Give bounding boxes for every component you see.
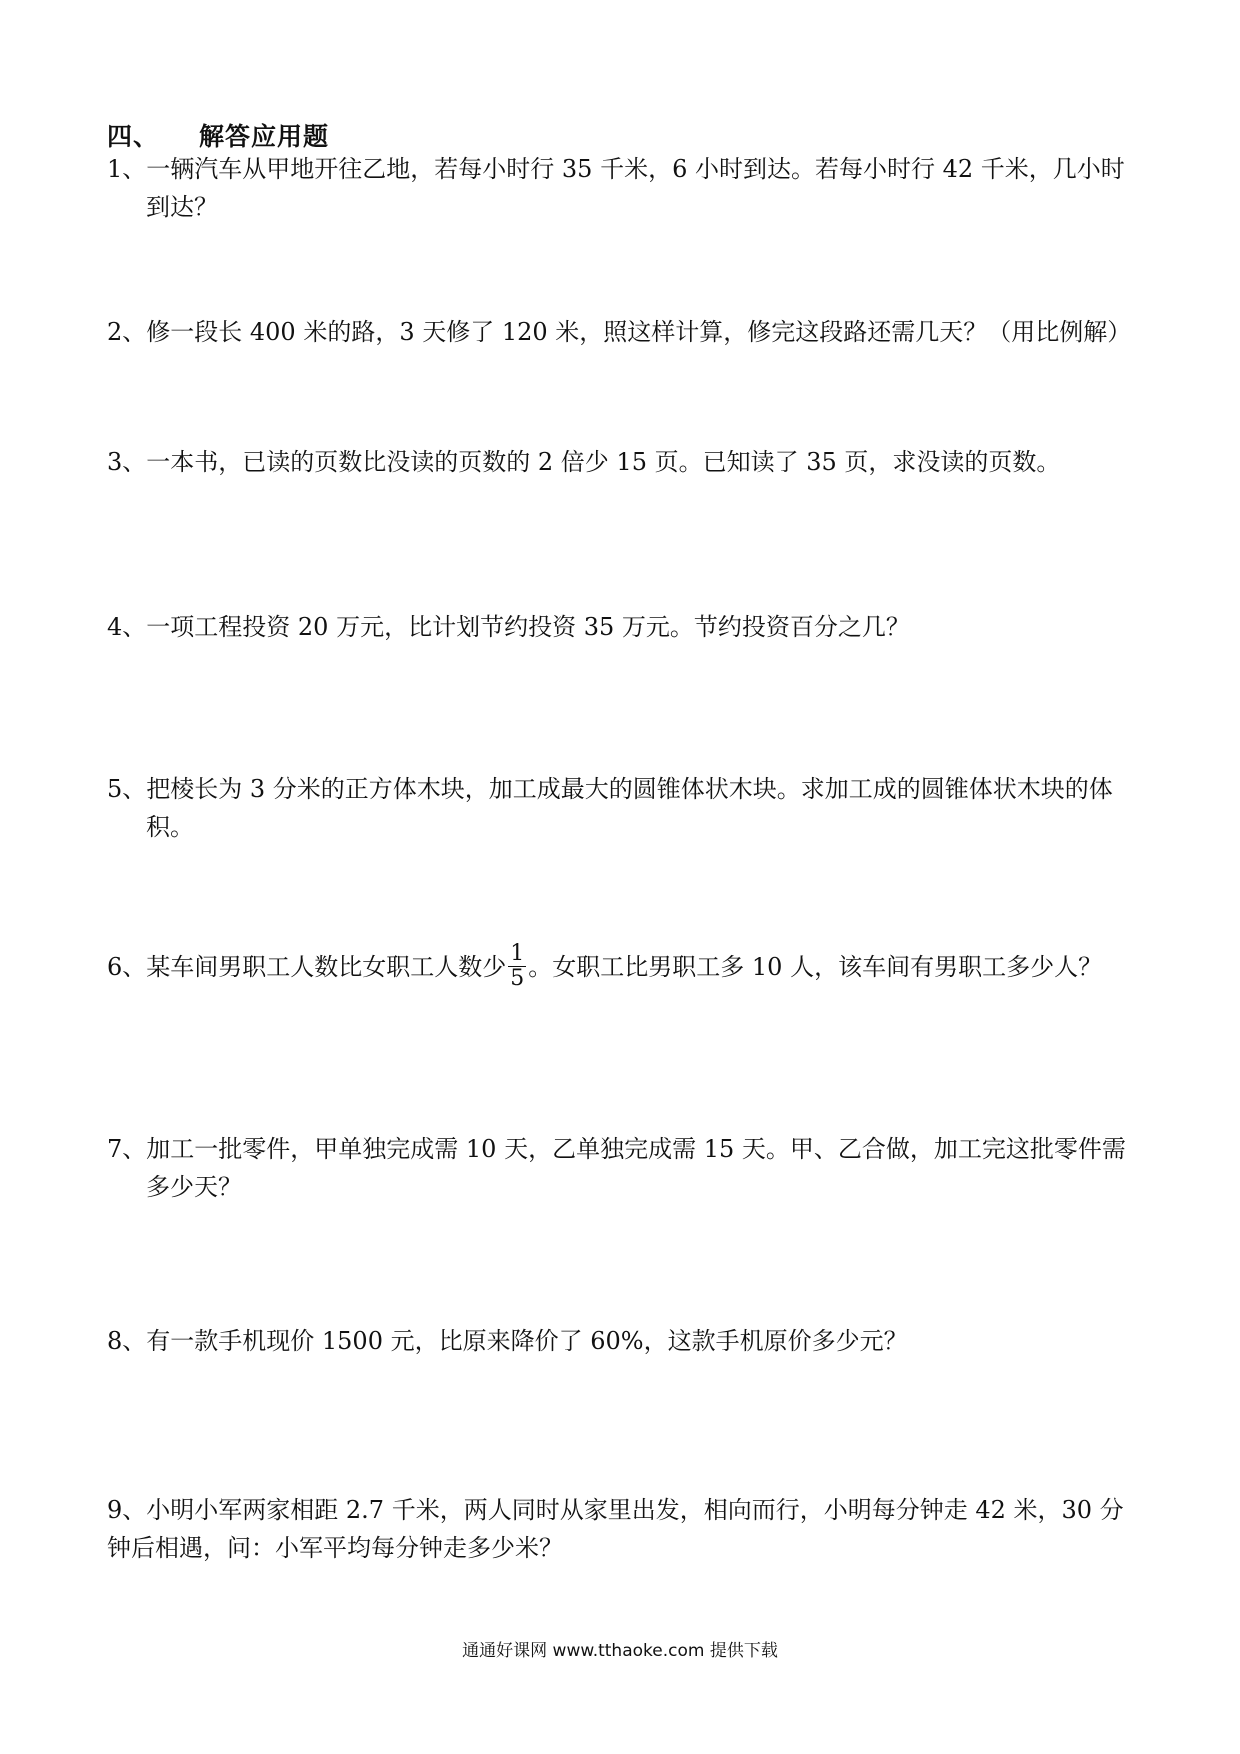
question-9 xyxy=(107,1491,1147,1567)
question-3 xyxy=(107,443,1147,481)
question-7-line-2: 多少天？ xyxy=(146,1173,242,1201)
question-6 xyxy=(107,941,1147,993)
question-5-line-2: 积。 xyxy=(146,813,194,841)
question-2 xyxy=(107,313,1147,351)
fraction-one-fifth xyxy=(508,942,526,991)
question-7-line-1: 7、加工一批零件，甲单独完成需 10 天，乙单独完成需 15 天。甲、乙合做，加工完这批零件需 xyxy=(107,1135,1126,1163)
section-heading xyxy=(107,117,329,153)
question-5 xyxy=(107,770,1147,846)
fraction-numerator: 1 xyxy=(510,941,525,966)
question-6-text-after: 。女职工比男职工多 10 人，该车间有男职工多少人？ xyxy=(528,953,1103,981)
question-6-line-1 xyxy=(107,941,1147,993)
question-7 xyxy=(107,1130,1147,1206)
question-4-line-1: 4、一项工程投资 20 万元，比计划节约投资 35 万元。节约投资百分之几？ xyxy=(107,613,910,641)
question-2-line-1: 2、修一段长 400 米的路，3 天修了 120 米，照这样计算，修完这段路还需几天？（用比例解） xyxy=(107,318,1132,346)
question-8-line-1: 8、有一款手机现价 1500 元，比原来降价了 60%，这款手机原价多少元？ xyxy=(107,1327,908,1355)
question-1-line-2: 到达？ xyxy=(146,193,218,221)
section-title: 解答应用题 xyxy=(199,122,330,151)
question-3-line-1: 3、一本书，已读的页数比没读的页数的 2 倍少 15 页。已知读了 35 页，求没读的页数。 xyxy=(107,448,1061,476)
question-9-line-1: 9、小明小军两家相距 2.7 千米，两人同时从家里出发，相向而行，小明每分钟走 42 米，30 分 xyxy=(107,1496,1124,1524)
question-4 xyxy=(107,608,1147,646)
section-number: 四、 xyxy=(107,122,160,151)
footer-credit: 通通好课网 www.tthaoke.com 提供下载 xyxy=(462,1641,778,1661)
question-1-line-1: 1、一辆汽车从甲地开往乙地，若每小时行 35 千米，6 小时到达。若每小时行 42 千米，几小时 xyxy=(107,155,1125,183)
question-8 xyxy=(107,1322,1147,1360)
question-5-line-1: 5、把棱长为 3 分米的正方体木块，加工成最大的圆锥体状木块。求加工成的圆锥体状木块的体 xyxy=(107,775,1113,803)
fraction-denominator: 5 xyxy=(510,966,525,991)
question-1 xyxy=(107,150,1147,226)
question-9-line-2: 钟后相遇，问：小军平均每分钟走多少米？ xyxy=(107,1534,563,1562)
question-6-text-before: 6、某车间男职工人数比女职工人数少 xyxy=(107,953,507,981)
